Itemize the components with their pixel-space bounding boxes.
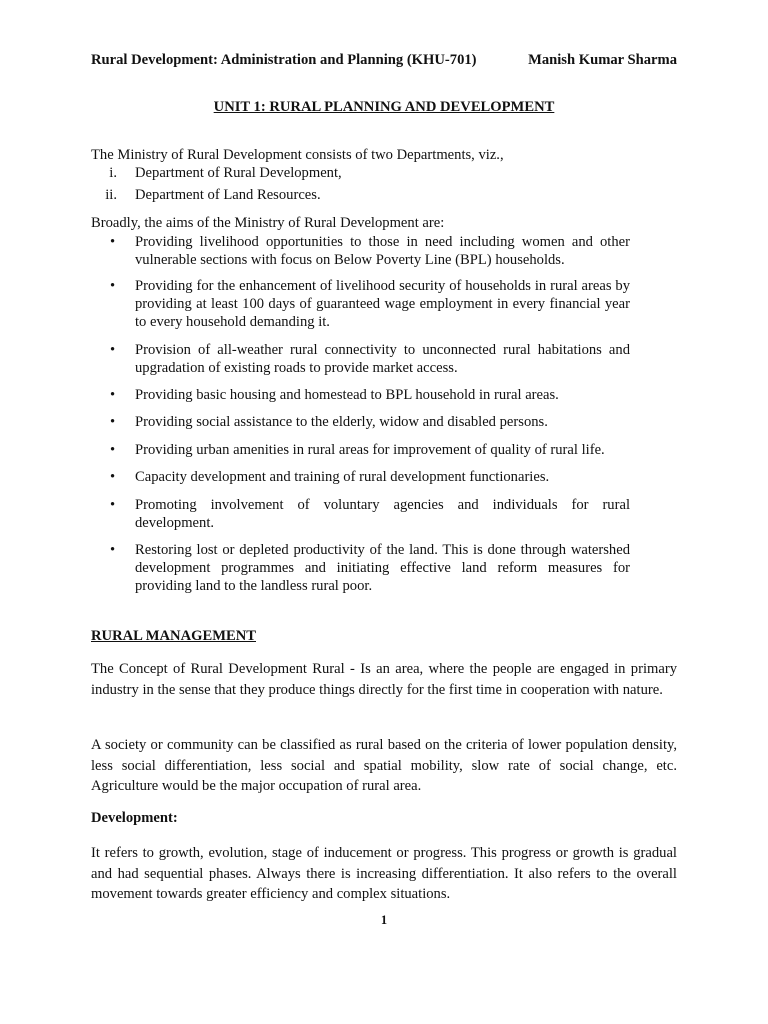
aim-item xyxy=(112,277,630,331)
department-number: ii. xyxy=(105,187,117,203)
aim-item xyxy=(112,496,630,532)
course-title: Rural Development: Administration and Planning (KHU-701) xyxy=(91,52,477,68)
bullet-icon: • xyxy=(110,414,116,430)
aim-text: Providing livelihood opportunities to those in need including women and other vulnerable sections with focus on Below Poverty Line (BPL) households. xyxy=(135,234,630,268)
aim-item xyxy=(112,541,630,595)
aim-text: Provision of all-weather rural connectivity to unconnected rural habitations and upgradation of existing roads to provide market access. xyxy=(135,342,630,376)
rural-concept-paragraph: The Concept of Rural Development Rural - Is an area, where the people are engaged in primary industry in the sense that they produce things directly for the first time in cooperation with nature. xyxy=(91,661,677,698)
intro-text: The Ministry of Rural Development consists of two Departments, viz., xyxy=(91,147,504,163)
department-text: Department of Land Resources. xyxy=(135,187,321,203)
rural-society-paragraph: A society or community can be classified as rural based on the criteria of lower population density, less social differentiation, less social and spatial mobility, slow rate of social change, etc. Agriculture would be the major occupation of rural area. xyxy=(91,737,677,794)
bullet-icon: • xyxy=(110,542,116,558)
aim-text: Providing for the enhancement of livelihood security of households in rural areas by providing at least 100 days of guaranteed wage employment in every financial year to every household demanding it. xyxy=(135,278,630,330)
aim-text: Providing social assistance to the elderly, widow and disabled persons. xyxy=(135,414,548,430)
unit-title: UNIT 1: RURAL PLANNING AND DEVELOPMENT xyxy=(213,99,555,115)
page-number: 1 xyxy=(380,913,388,927)
development-heading: Development: xyxy=(91,810,178,826)
department-text: Department of Rural Development, xyxy=(135,165,342,181)
aim-item xyxy=(112,233,630,269)
bullet-icon: • xyxy=(110,387,116,403)
bullet-icon: • xyxy=(110,497,116,513)
aim-text: Providing urban amenities in rural areas for improvement of quality of rural life. xyxy=(135,442,605,458)
aim-text: Promoting involvement of voluntary agencies and individuals for rural development. xyxy=(135,497,630,531)
bullet-icon: • xyxy=(110,342,116,358)
bullet-icon: • xyxy=(110,442,116,458)
bullet-icon: • xyxy=(110,469,116,485)
aim-item xyxy=(112,341,630,377)
rural-management-heading: RURAL MANAGEMENT xyxy=(91,628,256,644)
bullet-icon: • xyxy=(110,278,116,294)
bullet-icon: • xyxy=(110,234,116,250)
aim-item xyxy=(112,413,630,431)
aim-text: Capacity development and training of rural development functionaries. xyxy=(135,469,550,485)
department-number: i. xyxy=(109,165,117,181)
aim-item xyxy=(112,468,630,486)
aim-item xyxy=(112,386,630,404)
aim-item xyxy=(112,441,630,459)
aim-text: Restoring lost or depleted productivity of the land. This is done through watershed development programmes and initiating effective land reform measures for providing land to the landless rural poor. xyxy=(135,542,630,594)
aims-intro: Broadly, the aims of the Ministry of Rural Development are: xyxy=(91,215,445,231)
author-name: Manish Kumar Sharma xyxy=(528,52,677,68)
aim-text: Providing basic housing and homestead to BPL household in rural areas. xyxy=(135,387,559,403)
development-paragraph: It refers to growth, evolution, stage of inducement or progress. This progress or growth is gradual and had sequential phases. Always there is increasing differentiation. It also refers to the overall movement towards greater efficiency and complex situations. xyxy=(91,845,677,902)
